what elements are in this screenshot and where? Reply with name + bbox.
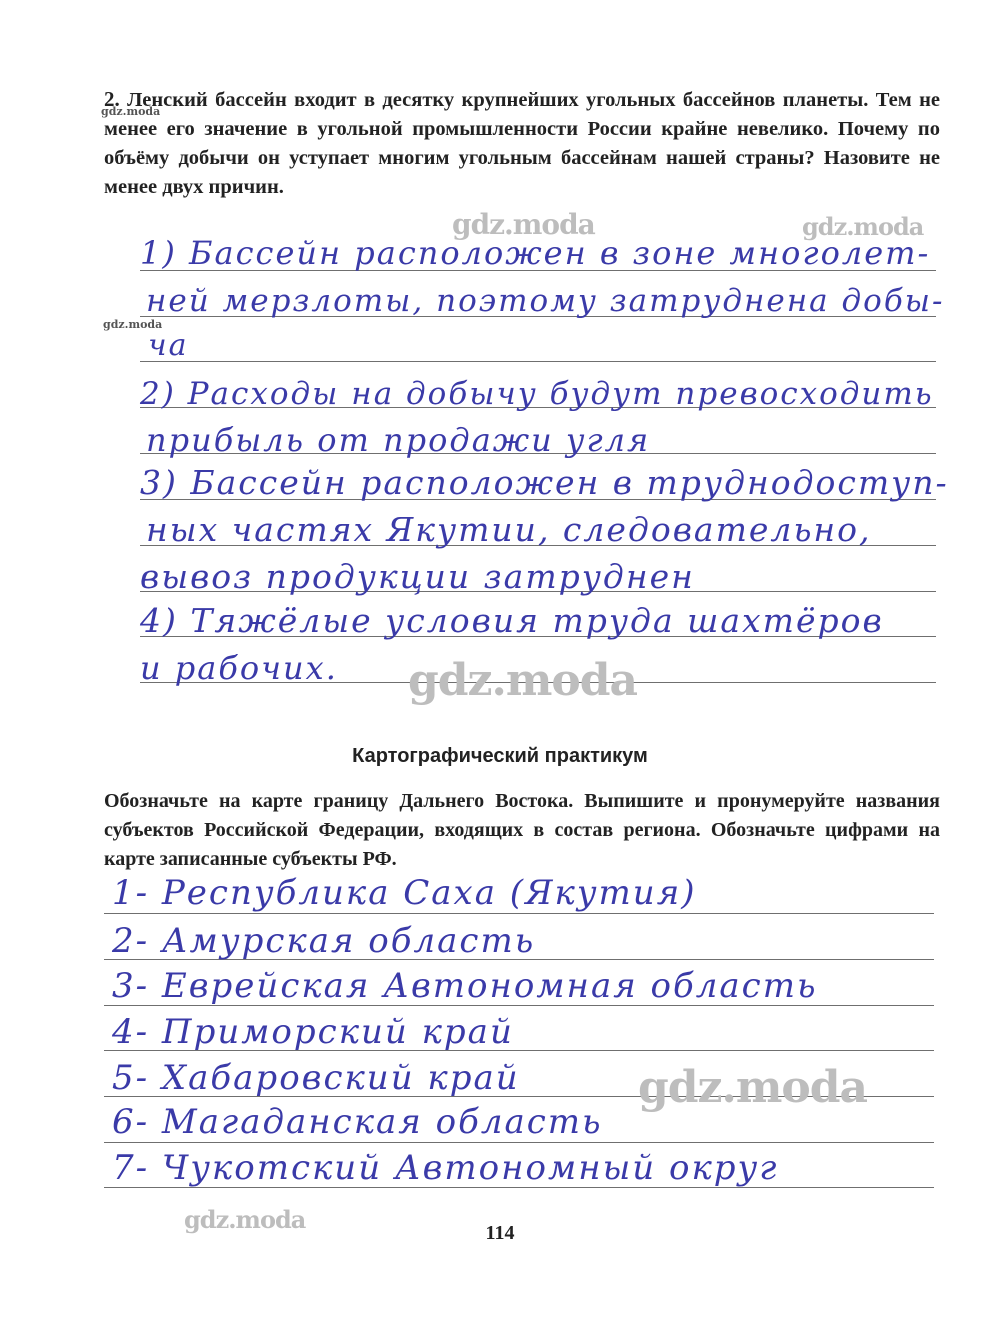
watermark: gdz.moda — [802, 212, 924, 241]
answer-line: ча — [148, 328, 189, 363]
watermark-small: gdz.moda — [101, 105, 161, 118]
answer-line: ней мерзлоты, поэтому затруднена добы- — [146, 283, 945, 319]
practicum-instructions: Обозначьте на карте границу Дальнего Востока. Выпишите и пронумеруйте названия субъектов Российской Федерации, входящих в состав региона. Обозначьте цифрами на карте записанные субъекты РФ. — [104, 790, 940, 870]
ruled-line — [104, 1142, 934, 1143]
subject-line: 3- Еврейская Автономная область — [112, 966, 818, 1006]
answer-line: 3) Бассейн расположен в труднодоступ- — [140, 463, 949, 502]
subject-line: 4- Приморский край — [112, 1012, 514, 1052]
answer-line: ных частях Якутии, следовательно, — [146, 510, 872, 549]
watermark: gdz.moda — [184, 1205, 306, 1234]
subject-line: 6- Магаданская область — [112, 1102, 603, 1142]
task-text: Ленский бассейн входит в десятку крупнейших угольных бассейнов планеты. Тем не менее его значение в угольной промышленности России крайне невелико. Почему по объёму добычи он уступает многим угольным бассейнам нашей страны? Назовите не менее двух причин. — [104, 89, 941, 198]
subject-line: 5- Хабаровский край — [112, 1058, 520, 1098]
answer-line: 4) Тяжёлые условия труда шахтёров — [140, 601, 884, 640]
task-question — [104, 85, 940, 202]
watermark: gdz.moda — [408, 655, 638, 706]
ruled-line — [140, 361, 936, 362]
page-number: 114 — [485, 1222, 515, 1244]
answer-line: прибыль от продажи угля — [146, 421, 651, 459]
subject-line: 7- Чукотский Автономный округ — [112, 1148, 779, 1188]
watermark: gdz.moda — [638, 1062, 868, 1113]
answer-line: 1) Бассейн расположен в зоне многолет- — [140, 234, 931, 272]
subject-line: 1- Республика Саха (Якутия) — [112, 873, 697, 913]
task-number: 2. — [104, 87, 120, 111]
watermark: gdz.moda — [452, 208, 595, 241]
answer-line: 2) Расходы на добычу будут превосходить — [140, 376, 934, 412]
section-title: Картографический практикум — [352, 745, 648, 767]
answer-line: вывоз продукции затруднен — [140, 557, 695, 596]
answer-line: и рабочих. — [140, 649, 338, 687]
watermark-small: gdz.moda — [103, 318, 163, 331]
subject-line: 2- Амурская область — [112, 921, 536, 961]
ruled-line — [104, 913, 934, 914]
